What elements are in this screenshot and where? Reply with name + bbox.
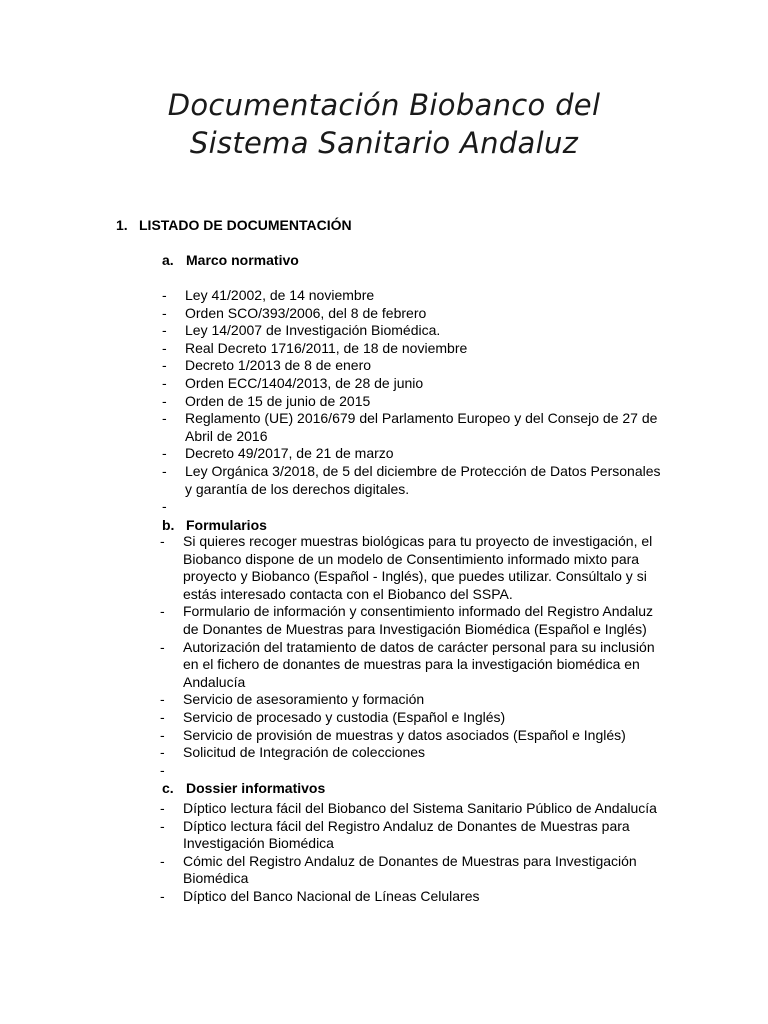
list-item-line: Biobanco dispone de un modelo de Consentimiento informado mixto para xyxy=(183,550,640,567)
subsection-heading-marco xyxy=(162,252,299,269)
marco-normativo-list xyxy=(162,287,682,516)
list-item-line: Decreto 49/2017, de 21 de marzo xyxy=(185,445,394,462)
list-item xyxy=(160,639,680,692)
list-item-line: Orden de 15 de junio de 2015 xyxy=(185,392,371,409)
list-item xyxy=(160,853,680,888)
list-item-line: Díptico del Banco Nacional de Líneas Celulares xyxy=(183,887,480,904)
section-label: LISTADO DE DOCUMENTACIÓN xyxy=(139,217,352,233)
list-item-line: proyecto y Biobanco (Español - Inglés), que puedes utilizar. Consúltalo y si xyxy=(183,568,647,585)
list-dash: - xyxy=(162,445,167,462)
subsection-heading-dossier xyxy=(162,780,325,797)
list-item-line: Si quieres recoger muestras biológicas para tu proyecto de investigación, el xyxy=(183,533,653,549)
list-item-line: Real Decreto 1716/2011, de 18 de noviembre xyxy=(185,339,468,356)
list-dash: - xyxy=(160,817,165,834)
subsection-label: Dossier informativos xyxy=(186,780,326,796)
list-dash: - xyxy=(162,462,167,479)
list-dash: - xyxy=(160,852,165,869)
list-item xyxy=(162,305,682,323)
list-item-line: Orden ECC/1404/2013, de 28 de junio xyxy=(185,374,424,391)
list-dash: - xyxy=(162,322,167,339)
list-item-line: Formulario de información y consentimiento informado del Registro Andaluz xyxy=(183,603,654,620)
list-item-line: Autorización del tratamiento de datos de carácter personal para su inclusión xyxy=(183,638,655,655)
section-number: 1. xyxy=(116,217,128,233)
list-item-line: Investigación Biomédica xyxy=(183,835,334,852)
list-dash: - xyxy=(162,357,167,374)
list-item-line: Biomédica xyxy=(183,870,249,887)
list-item-line: Reglamento (UE) 2016/679 del Parlamento Europeo y del Consejo de 27 de xyxy=(185,410,658,427)
list-item-line: Abril de 2016 xyxy=(185,427,268,444)
formularios-list xyxy=(160,533,680,779)
list-dash: - xyxy=(162,392,167,409)
list-dash: - xyxy=(162,374,167,391)
list-item-line: Decreto 1/2013 de 8 de enero xyxy=(185,357,372,374)
list-dash: - xyxy=(162,304,167,321)
list-item xyxy=(162,393,682,411)
list-item-line: Servicio de provisión de muestras y datos asociados (Español e Inglés) xyxy=(183,726,626,743)
list-item-line: Ley 41/2002, de 14 noviembre xyxy=(185,287,375,303)
subsection-letter: b. xyxy=(162,517,175,533)
subsection-letter: a. xyxy=(162,252,174,268)
list-dash: - xyxy=(160,533,165,549)
list-item xyxy=(162,375,682,393)
dossier-list xyxy=(160,800,680,906)
subsection-label: Marco normativo xyxy=(186,252,299,268)
list-item-line xyxy=(183,762,680,780)
list-item xyxy=(160,533,680,603)
list-dash: - xyxy=(160,744,165,761)
subsection-letter: c. xyxy=(162,780,174,796)
list-item xyxy=(162,340,682,358)
list-item-line: de Donantes de Muestras para Investigación Biomédica (Español e Inglés) xyxy=(183,620,647,637)
list-item xyxy=(162,322,682,340)
list-item-line: y garantía de los derechos digitales. xyxy=(185,480,410,497)
list-item-line: Servicio de asesoramiento y formación xyxy=(183,691,425,708)
list-dash: - xyxy=(160,887,165,904)
list-item-line: estás interesado contacta con el Biobanco del SSPA. xyxy=(183,585,513,602)
list-item-line: Solicitud de Integración de colecciones xyxy=(183,744,426,761)
list-dash: - xyxy=(160,800,165,816)
list-item xyxy=(162,357,682,375)
list-item-line: Andalucía xyxy=(183,673,246,690)
list-dash: - xyxy=(162,339,167,356)
list-item xyxy=(162,445,682,463)
subsection-heading-formularios xyxy=(162,517,267,534)
list-item-line: Orden SCO/393/2006, del 8 de febrero xyxy=(185,304,427,321)
list-item-line: Ley Orgánica 3/2018, de 5 del diciembre de Protección de Datos Personales xyxy=(185,462,661,479)
section-heading-listado xyxy=(116,217,352,234)
list-item-line: en el fichero de donantes de muestras para la investigación biomédica en xyxy=(183,656,640,673)
list-item xyxy=(160,762,680,780)
list-item xyxy=(162,287,682,305)
title-line-2: Sistema Sanitario Andaluz xyxy=(189,126,579,160)
list-item-line: Ley 14/2007 de Investigación Biomédica. xyxy=(185,322,441,339)
list-item xyxy=(160,888,680,906)
list-item xyxy=(162,498,682,516)
list-dash: - xyxy=(160,638,165,655)
list-item-line: Cómic del Registro Andaluz de Donantes de Muestras para Investigación xyxy=(183,852,637,869)
list-dash: - xyxy=(160,708,165,725)
list-item xyxy=(162,463,682,498)
list-item-line: Díptico lectura fácil del Biobanco del Sistema Sanitario Público de Andalucía xyxy=(183,800,657,816)
list-item xyxy=(160,603,680,638)
list-item xyxy=(160,800,680,818)
list-item-line: Díptico lectura fácil del Registro Andaluz de Donantes de Muestras para xyxy=(183,817,630,834)
list-item-line: Servicio de procesado y custodia (Español e Inglés) xyxy=(183,708,506,725)
list-dash: - xyxy=(160,761,165,778)
list-item xyxy=(162,410,682,445)
page-title xyxy=(0,86,768,162)
list-dash: - xyxy=(162,410,167,427)
list-dash: - xyxy=(162,498,167,515)
list-item xyxy=(160,744,680,762)
list-dash: - xyxy=(162,287,167,303)
list-item xyxy=(160,818,680,853)
list-dash: - xyxy=(160,726,165,743)
list-item xyxy=(160,691,680,709)
list-item-line xyxy=(185,498,682,516)
title-line-1: Documentación Biobanco del xyxy=(167,88,601,122)
list-item xyxy=(160,709,680,727)
list-dash: - xyxy=(160,603,165,620)
list-item xyxy=(160,727,680,745)
subsection-label: Formularios xyxy=(186,517,267,533)
list-dash: - xyxy=(160,691,165,708)
